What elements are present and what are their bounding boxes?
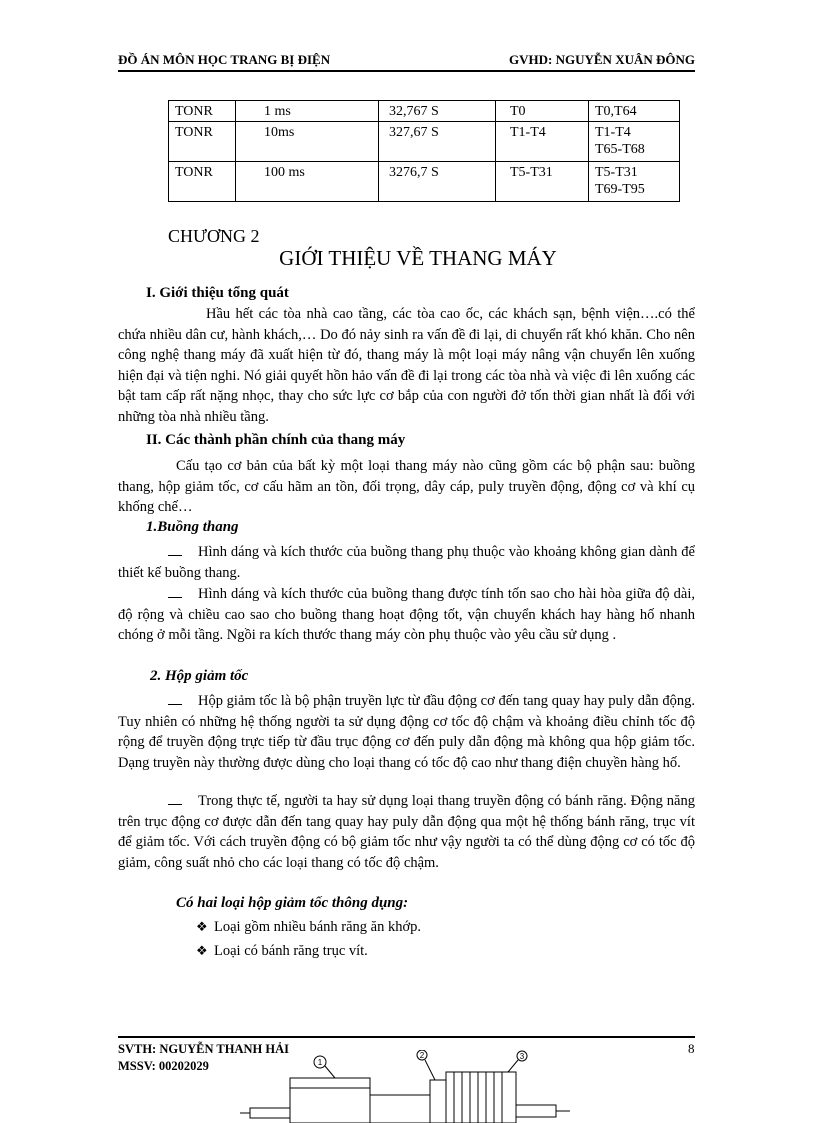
section-2-paragraph: Cấu tạo cơ bản của bất kỳ một loại thang máy nào cũng gồm các bộ phận sau: buồng thang, hộp giảm tốc, cơ cấu hãm an tồn, đối trọng, dây cáp, puly truyền động, động cơ và khí cụ khống chế… [118,458,695,515]
list-item [196,943,368,960]
table-cell: 10ms [236,122,379,162]
table-cell: 327,67 S [379,122,496,162]
shaft-shape [250,1108,290,1118]
dash-bullet [168,792,182,805]
table-cell: TONR [169,122,236,162]
table-cell: 32,767 S [379,101,496,122]
section-1-title: I. Giới thiệu tổng quát [146,285,289,301]
page-number: 8 [688,1041,695,1056]
dash-bullet [168,692,182,705]
paragraph-text: Trong thực tế, người ta hay sử dụng loại thang truyền động có bánh răng. Động năng trên trục động cơ được dẫn đến tang quay hay puly dẫn động qua một hệ thống bánh răng, trục vít để giảm tốc. Với cách truyền động có bộ giảm tốc như vậy người ta có thể dùng động cơ có tốc độ giảm, công suất nhỏ cho các loại thang có tốc độ chậm. [118,793,695,871]
dash-bullet [168,543,182,556]
table-row [169,162,680,202]
subsection-1-title: 1.Buồng thang [146,519,239,535]
gearbox-types-title: Có hai loại hộp giảm tốc thông dụng: [176,895,409,911]
pulley-shape [446,1072,516,1123]
paragraph-text: Hình dáng và kích thước của buồng thang được tính tốn sao cho hài hòa giữa độ dài, độ rộng và chiều cao sao cho buồng thang hoạt động tốt, vận chuyển khách hay hàng hố nhanh chóng ở mỗi tầng. Ngồi ra kích thước thang máy còn phụ thuộc vào yêu cầu sử dụng . [118,586,695,643]
callout-2-label: 2 [419,1051,425,1060]
table-cell: 100 ms [236,162,379,202]
subsection-2-paragraph-1 [118,691,695,773]
paragraph-text: Hình dáng và kích thước của buồng thang phụ thuộc vào khoảng không gian dành để thiết kế buồng thang. [118,544,695,581]
dash-bullet [168,585,182,598]
list-item-text: Loại có bánh răng trục vít. [214,943,368,959]
header-advisor: GVHD: NGUYỄN XUÂN ĐÔNG [509,52,695,67]
table-cell: 3276,7 S [379,162,496,202]
table-cell: T1-T4 [496,122,589,162]
list-item-text: Loại gồm nhiều bánh răng ăn khớp. [214,919,421,935]
callout-1-label: 1 [317,1058,323,1067]
footer-student-id: MSSV: 00202029 [118,1059,209,1073]
table-cell: 1 ms [236,101,379,122]
subsection-2-title: 2. Hộp giảm tốc [150,668,249,684]
diamond-bullet-icon: ❖ [196,919,208,934]
chapter-title-text: GIỚI THIỆU VỀ THANG MÁY [279,246,557,270]
table-cell: TONR [169,101,236,122]
subsection-1-paragraph-2 [118,584,695,646]
table-cell: T1-T4 T65-T68 [589,122,680,162]
table-row [169,101,680,122]
motor-body-shape [290,1078,370,1123]
page-header [118,50,695,70]
section-1-paragraph: Hầu hết các tòa nhà cao tầng, các tòa cao ốc, các khách sạn, bệnh viện….có thể chứa nhiều dân cư, hành khách,… Do đó nảy sinh ra vấn đề đi lại, di chuyển rất khó khăn. Cho nên công nghệ thang máy đã xuất hiện từ đó, thang máy là một loại máy nâng vận chuyển lên xuống hiện đại và tiện nghi. Nó giải quyết hồn hảo vấn đề đi lại trong các tòa nhà và việc đi lên xuống các bật tam cấp rất nặng nhọc, thay cho sức lực cơ bắp của con người đở tốn thời gian nhất là đối với những tòa nhà nhiều tầng. [118,306,695,425]
table-cell: T5-T31 [496,162,589,202]
gearbox-drawing [240,1050,570,1123]
subsection-1-paragraph-1 [118,542,695,583]
header-rule [118,70,695,72]
table-cell: TONR [169,162,236,202]
list-item [196,919,421,936]
paragraph-text: Hộp giảm tốc là bộ phận truyền lực từ đầu động cơ đến tang quay hay puly dẫn động. Tuy nhiên có những hệ thống người ta sử dụng động cơ tốc độ chậm và khoảng điều chỉnh tốc độ rộng để truyền động trực tiếp từ đầu trục động cơ đến puly dẫn động mà không qua hộp giảm tốc. Dạng truyền này thường được dùng cho loại thang có tốc độ cao như thang điện chuyền hàng hố. [118,693,695,771]
callout-3-label: 3 [519,1052,525,1061]
diamond-bullet-icon: ❖ [196,943,208,958]
footer-student-name: SVTH: NGUYỄN THANH HẢI [118,1042,289,1056]
header-course-title: ĐỒ ÁN MÔN HỌC TRANG BỊ ĐIỆN [118,52,331,67]
timer-table [168,100,680,202]
table-row [169,122,680,162]
section-2-title: II. Các thành phần chính của thang máy [146,432,406,448]
chapter-label: CHƯƠNG 2 [168,226,260,246]
table-cell: T0,T64 [589,101,680,122]
table-cell: T5-T31 T69-T95 [589,162,680,202]
table-cell: T0 [496,101,589,122]
footer-rule [118,1036,695,1038]
subsection-2-paragraph-2 [118,791,695,873]
chapter-title [0,246,816,271]
